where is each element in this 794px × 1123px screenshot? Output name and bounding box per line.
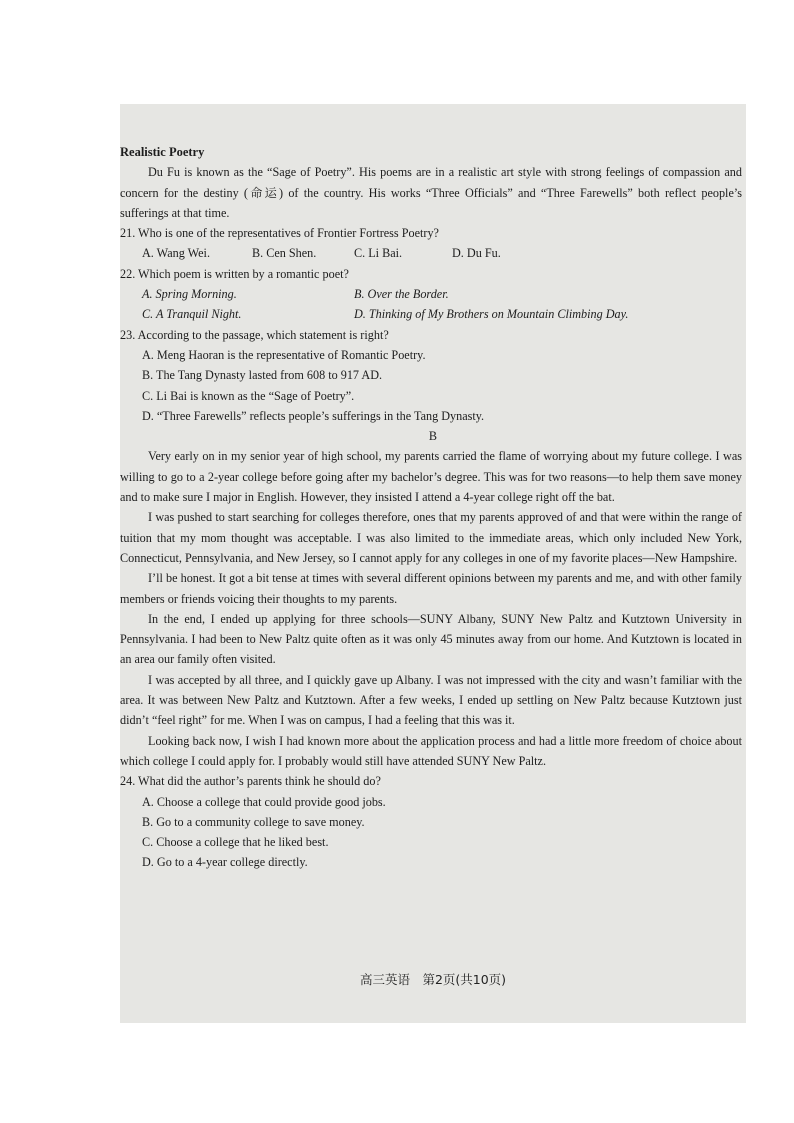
option-c: C. Li Bai. <box>354 246 403 261</box>
page-footer: 高三英语 第2页(共10页) <box>359 972 507 987</box>
question-stem: 24. What did the author’s parents think he should do? <box>120 774 381 789</box>
option-a: A. Choose a college that could provide good jobs. <box>142 794 386 809</box>
option-a: A. Wang Wei. <box>142 246 210 261</box>
option-d: D. Thinking of My Brothers on Mountain Climbing Day. <box>354 307 629 322</box>
page-content <box>120 142 746 873</box>
option-b: B. Cen Shen. <box>252 246 317 261</box>
passage-paragraph: I was accepted by all three, and I quickly gave up Albany. I was not impressed with the city and wasn’t familiar with the area. It was between New Paltz and Kutztown. After a few weeks, I ended up settling on New Paltz because Kutztown just didn’t “feel right” for me. When I was on campus, I had a feeling that this was it. <box>120 672 742 728</box>
question-24 <box>120 771 746 872</box>
option-d: D. “Three Farewells” reflects people’s sufferings in the Tang Dynasty. <box>142 408 485 423</box>
question-22 <box>120 264 746 325</box>
passage-paragraph: In the end, I ended up applying for three schools—SUNY Albany, SUNY New Paltz and Kutztown University in Pennsylvania. I had been to New Paltz quite often as it was only 45 minutes away from our home. And Kutztown is located in an area our family often visited. <box>120 611 742 667</box>
section-label: B <box>428 429 438 444</box>
option-b: B. The Tang Dynasty lasted from 608 to 917 AD. <box>142 368 383 383</box>
option-c: C. A Tranquil Night. <box>142 307 242 322</box>
options-row <box>120 304 746 324</box>
option-d: D. Go to a 4-year college directly. <box>142 855 308 870</box>
passage-paragraph: Du Fu is known as the “Sage of Poetry”. His poems are in a realistic art style with strong feelings of compassion and concern for the destiny (命运) of the country. His works “Three Officials” and “Three Farewells” both reflect people’s sufferings at that time. <box>120 165 742 220</box>
question-stem: 21. Who is one of the representatives of Frontier Fortress Poetry? <box>120 226 439 241</box>
options-row <box>120 284 746 304</box>
question-stem: 22. Which poem is written by a romantic poet? <box>120 266 349 281</box>
options-row <box>120 243 746 263</box>
section-heading: Realistic Poetry <box>120 145 205 159</box>
question-23 <box>120 325 746 426</box>
scanned-page <box>120 104 746 1023</box>
passage-paragraph: Looking back now, I wish I had known more about the application process and had a little more freedom of choice about which college I could apply for. I probably would still have attended SUNY New Paltz. <box>120 733 742 768</box>
option-a: A. Spring Morning. <box>142 287 237 302</box>
passage-paragraph: Very early on in my senior year of high school, my parents carried the flame of worrying about my future college. I was willing to go to a 2-year college before going after my bachelor’s degree. This was for two reasons—to help them save money and to make sure I major in English. However, they insisted I attend a 4-year college right off the bat. <box>120 449 742 505</box>
question-21 <box>120 223 746 264</box>
option-a: A. Meng Haoran is the representative of Romantic Poetry. <box>142 347 426 362</box>
option-c: C. Li Bai is known as the “Sage of Poetry”. <box>142 388 355 403</box>
question-stem: 23. According to the passage, which statement is right? <box>120 327 389 342</box>
option-d: D. Du Fu. <box>452 246 501 261</box>
option-b: B. Go to a community college to save money. <box>142 814 365 829</box>
passage-paragraph: I’ll be honest. It got a bit tense at times with several different opinions between my parents and me, and with other family members or friends voicing their thoughts to my parents. <box>120 571 742 606</box>
option-b: B. Over the Border. <box>354 287 449 302</box>
option-c: C. Choose a college that he liked best. <box>142 835 329 850</box>
passage-paragraph: I was pushed to start searching for colleges therefore, ones that my parents approved of and that were within the range of tuition that my mom thought was acceptable. I was also limited to the immediate areas, which only included New York, Connecticut, Pennsylvania, and New Jersey, so I cannot apply for any colleges in one of my favorite places—New Hampshire. <box>120 510 742 565</box>
